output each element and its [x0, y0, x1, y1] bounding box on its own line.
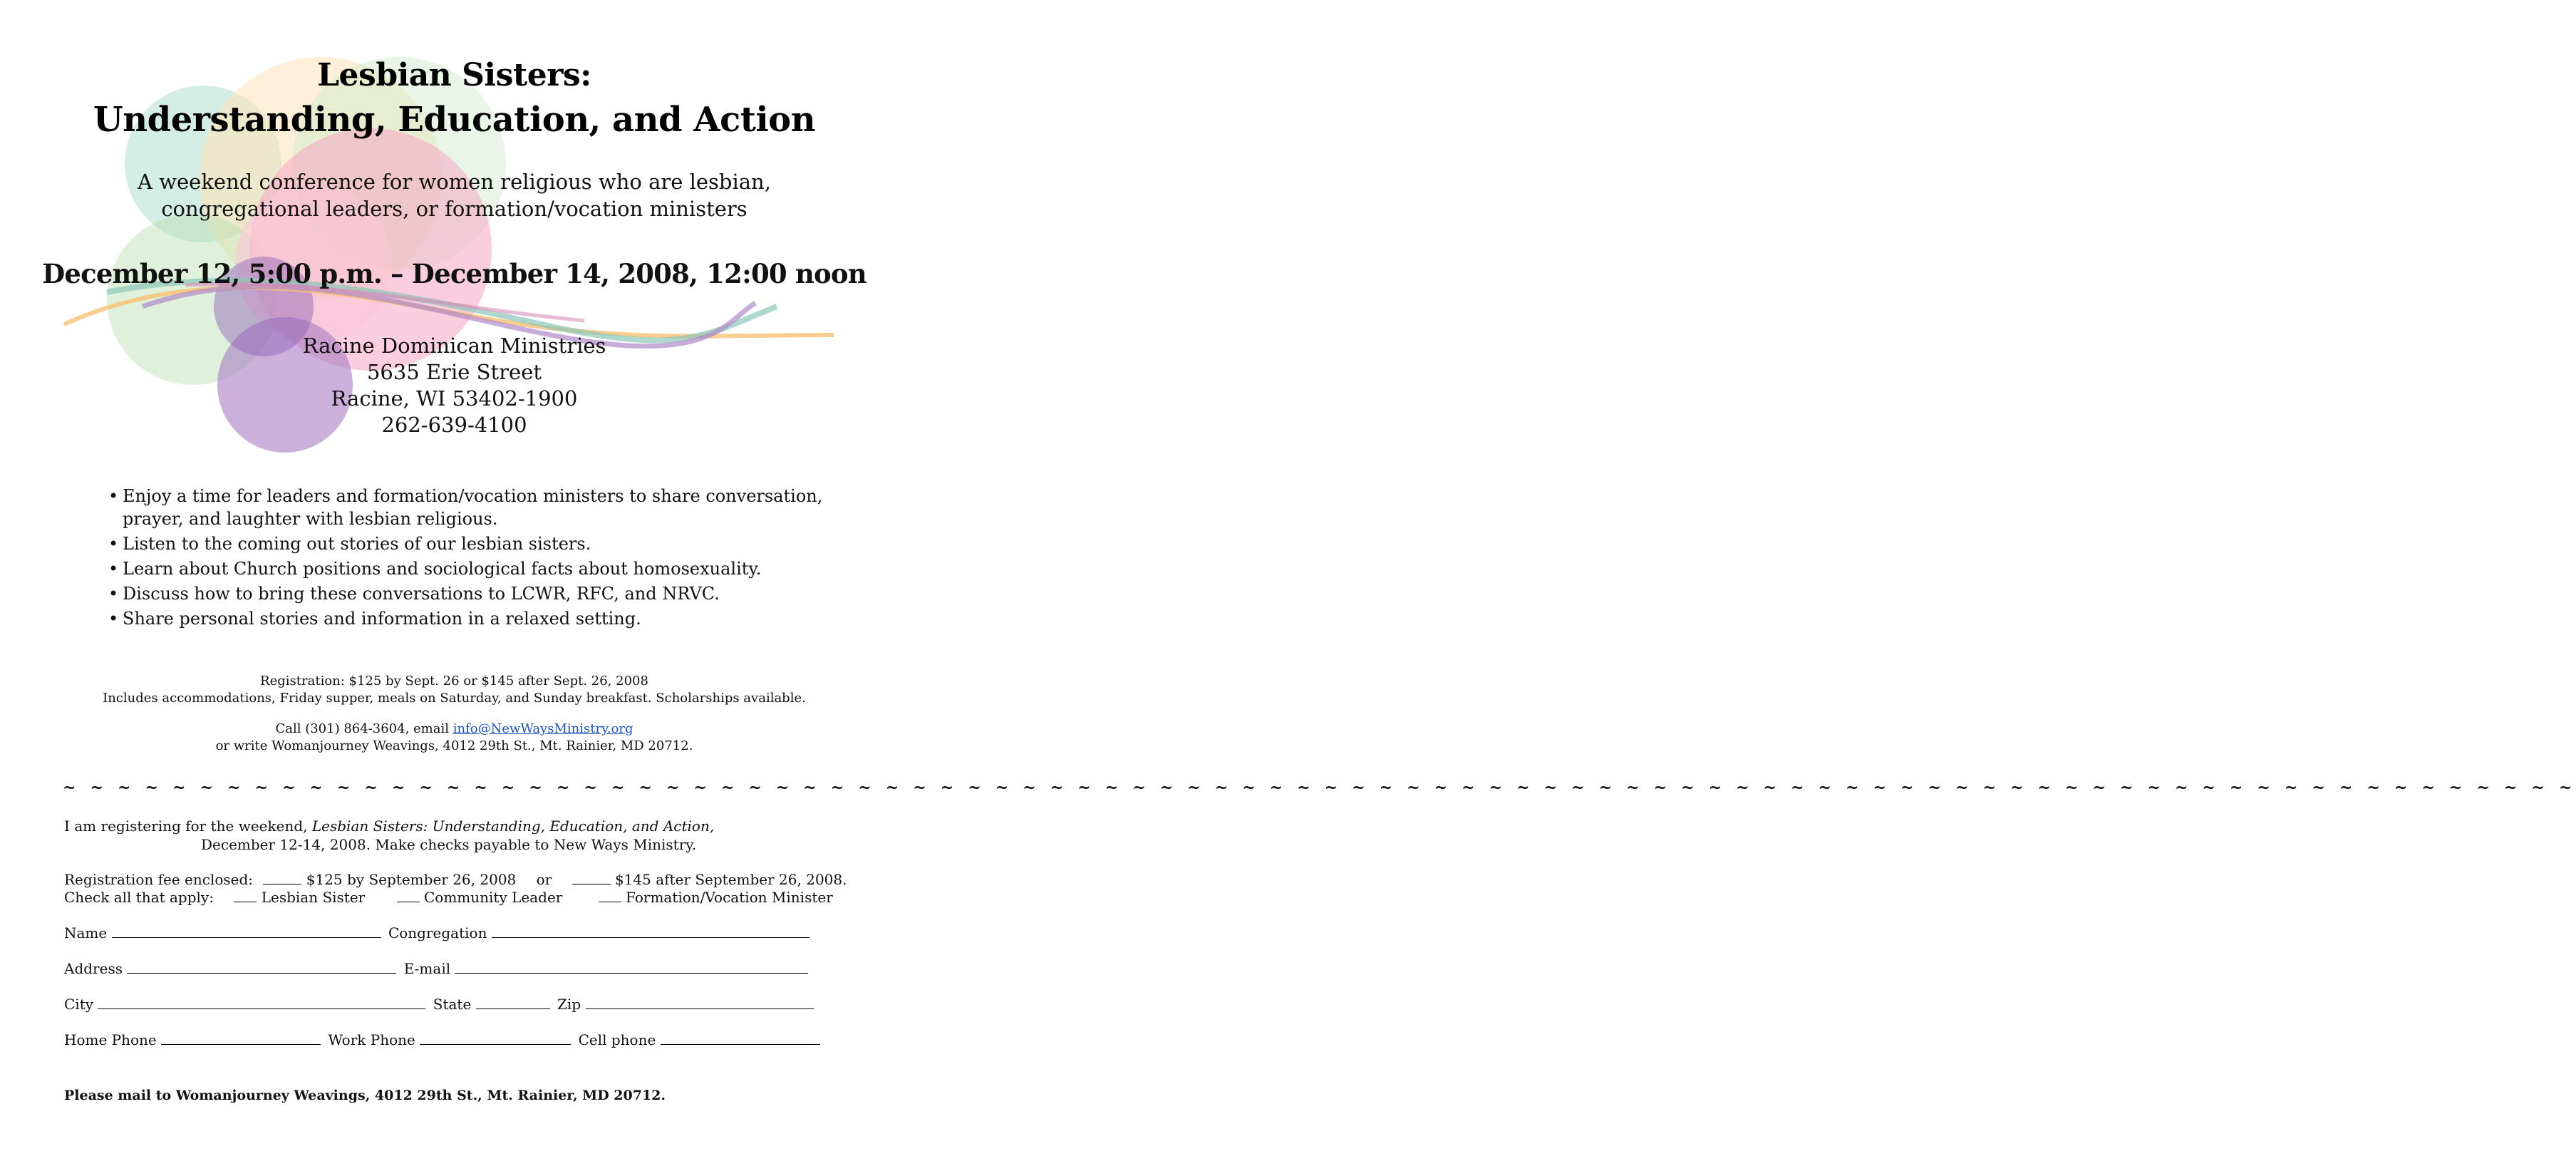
check-row: [64, 889, 833, 906]
fee-row: [64, 871, 847, 888]
list-item: • Share personal stories and information in a relaxed setting.: [108, 607, 828, 630]
fee-label: Registration fee enclosed:: [64, 871, 254, 888]
form-intro-line-2: December 12-14, 2008. Make checks payable to New Ways Ministry.: [201, 836, 697, 853]
zip-label: Zip: [557, 996, 581, 1013]
check-option-lesbian-sister: Lesbian Sister: [261, 889, 366, 906]
phone-row: [64, 1031, 820, 1048]
address-field[interactable]: [127, 960, 396, 974]
form-intro: [64, 817, 855, 835]
email-field[interactable]: [455, 960, 808, 974]
congregation-label: Congregation: [388, 924, 487, 942]
formation-minister-blank[interactable]: [599, 889, 621, 902]
venue-phone: 262-639-4100: [381, 413, 527, 437]
registration-info: [0, 673, 909, 707]
city-label: City: [64, 996, 94, 1013]
check-option-community-leader: Community Leader: [423, 889, 563, 906]
fee-145-blank[interactable]: [572, 871, 611, 884]
check-option-formation-minister: Formation/Vocation Minister: [626, 889, 833, 906]
city-field[interactable]: [98, 996, 425, 1009]
fee-option-125: $125 by September 26, 2008: [306, 871, 517, 888]
subtitle-line-1: A weekend conference for women religious who are lesbian,: [138, 170, 771, 194]
name-label: Name: [64, 924, 108, 942]
work-phone-label: Work Phone: [328, 1031, 415, 1048]
state-label: State: [433, 996, 472, 1013]
name-row: [64, 924, 809, 942]
address-label: Address: [64, 960, 123, 977]
cell-phone-label: Cell phone: [578, 1031, 656, 1048]
event-dates: December 12, 5:00 p.m. – December 14, 2008, 12:00 noon: [42, 258, 867, 289]
fee-or: or: [536, 871, 552, 888]
tilde-divider: ~ ~ ~ ~ ~ ~ ~ ~ ~ ~ ~ ~ ~ ~ ~ ~ ~ ~ ~ ~ ~ ~ ~ ~ ~ ~ ~ ~ ~ ~ ~ ~ ~ ~ ~ ~ ~ ~ ~ ~ ~ ~ ~ ~ ~ ~ ~ ~ ~ ~ ~ ~ ~ ~ ~ ~ ~ ~ ~ ~ ~ ~ ~ ~ ~ ~ ~ ~ ~ ~ ~ ~ ~ ~ ~ ~ ~ ~ ~ ~ ~ ~ ~ ~ ~ ~ ~ ~ ~ ~ ~ ~: [63, 778, 2576, 797]
venue-block: [0, 333, 909, 438]
lesbian-sister-blank[interactable]: [234, 889, 257, 902]
subtitle-line-2: congregational leaders, or formation/vocation ministers: [161, 197, 748, 221]
email-label: E-mail: [403, 960, 451, 977]
list-item: • Enjoy a time for leaders and formation/vocation ministers to share conversation, prayer, and laughter with lesbian religious.: [108, 485, 828, 530]
congregation-field[interactable]: [492, 924, 809, 938]
form-intro-title: Lesbian Sisters: Understanding, Education, and Action,: [311, 817, 715, 835]
subtitle: [0, 168, 909, 222]
list-item: • Listen to the coming out stories of our lesbian sisters.: [108, 532, 828, 555]
title-line-2: Understanding, Education, and Action: [93, 100, 816, 140]
fee-option-145: $145 after September 26, 2008.: [614, 871, 847, 888]
address-row: [64, 960, 808, 977]
fee-125-blank[interactable]: [263, 871, 301, 884]
feature-list: [108, 485, 828, 632]
form-intro-prefix: I am registering for the weekend,: [64, 817, 312, 835]
check-label: Check all that apply:: [64, 889, 214, 906]
contact-info: [0, 721, 909, 755]
contact-phone: Call (301) 864-3604, email: [275, 721, 453, 736]
cell-phone-field[interactable]: [661, 1031, 820, 1045]
email-link[interactable]: info@NewWaysMinistry.org: [452, 721, 633, 736]
title-line-1: Lesbian Sisters:: [317, 57, 591, 93]
mail-instructions: Please mail to Womanjourney Weavings, 4012 29th St., Mt. Rainier, MD 20712.: [64, 1088, 666, 1103]
state-field[interactable]: [476, 996, 550, 1009]
name-field[interactable]: [112, 924, 381, 938]
registration-includes: Includes accommodations, Friday supper, meals on Saturday, and Sunday breakfast. Scholarships available.: [103, 691, 806, 706]
registration-price: Registration: $125 by Sept. 26 or $145 after Sept. 26, 2008: [260, 674, 648, 688]
list-item: • Discuss how to bring these conversations to LCWR, RFC, and NRVC.: [108, 582, 828, 605]
zip-field[interactable]: [586, 996, 814, 1009]
work-phone-field[interactable]: [420, 1031, 571, 1045]
contact-address: or write Womanjourney Weavings, 4012 29th St., Mt. Rainier, MD 20712.: [215, 738, 693, 753]
city-row: [64, 996, 814, 1013]
community-leader-blank[interactable]: [397, 889, 420, 902]
home-phone-field[interactable]: [161, 1031, 321, 1045]
venue-name: Racine Dominican Ministries: [302, 334, 606, 358]
venue-street: 5635 Erie Street: [366, 360, 542, 384]
venue-city: Racine, WI 53402-1900: [331, 386, 578, 411]
list-item: • Learn about Church positions and sociological facts about homosexuality.: [108, 557, 828, 580]
home-phone-label: Home Phone: [64, 1031, 157, 1048]
